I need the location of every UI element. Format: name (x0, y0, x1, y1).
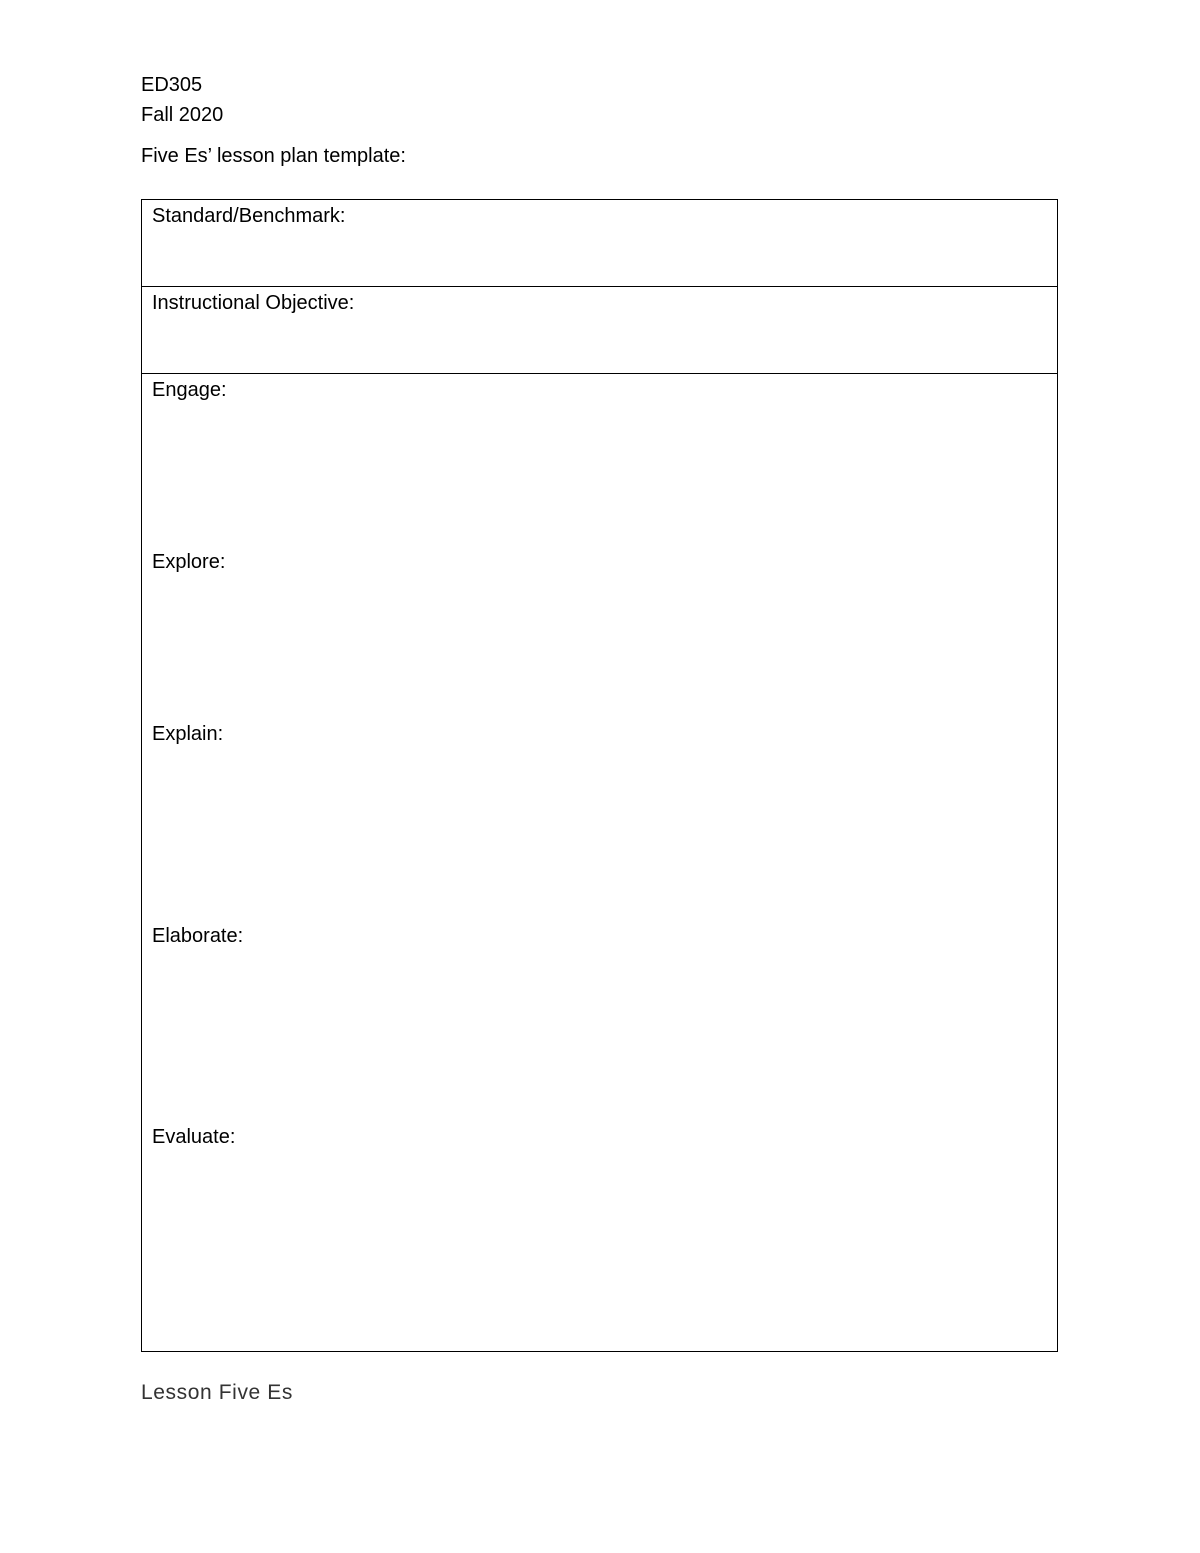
footer-text: Lesson Five Es (141, 1381, 293, 1404)
term-label: Fall 2020 (141, 104, 224, 126)
engage-label: Engage: (152, 379, 227, 401)
lesson-plan-table (141, 199, 1058, 1352)
instructional-objective-label: Instructional Objective: (152, 292, 355, 314)
template-title: Five Es’ lesson plan template: (141, 145, 406, 167)
instructional-objective-row (142, 287, 1057, 374)
standard-benchmark-row (142, 200, 1057, 287)
elaborate-label: Elaborate: (152, 925, 244, 947)
evaluate-label: Evaluate: (152, 1126, 236, 1148)
course-code: ED305 (141, 74, 203, 96)
explore-label: Explore: (152, 551, 226, 573)
five-es-phases-cell (142, 374, 1057, 1351)
explain-label: Explain: (152, 723, 224, 745)
standard-benchmark-label: Standard/Benchmark: (152, 205, 346, 227)
